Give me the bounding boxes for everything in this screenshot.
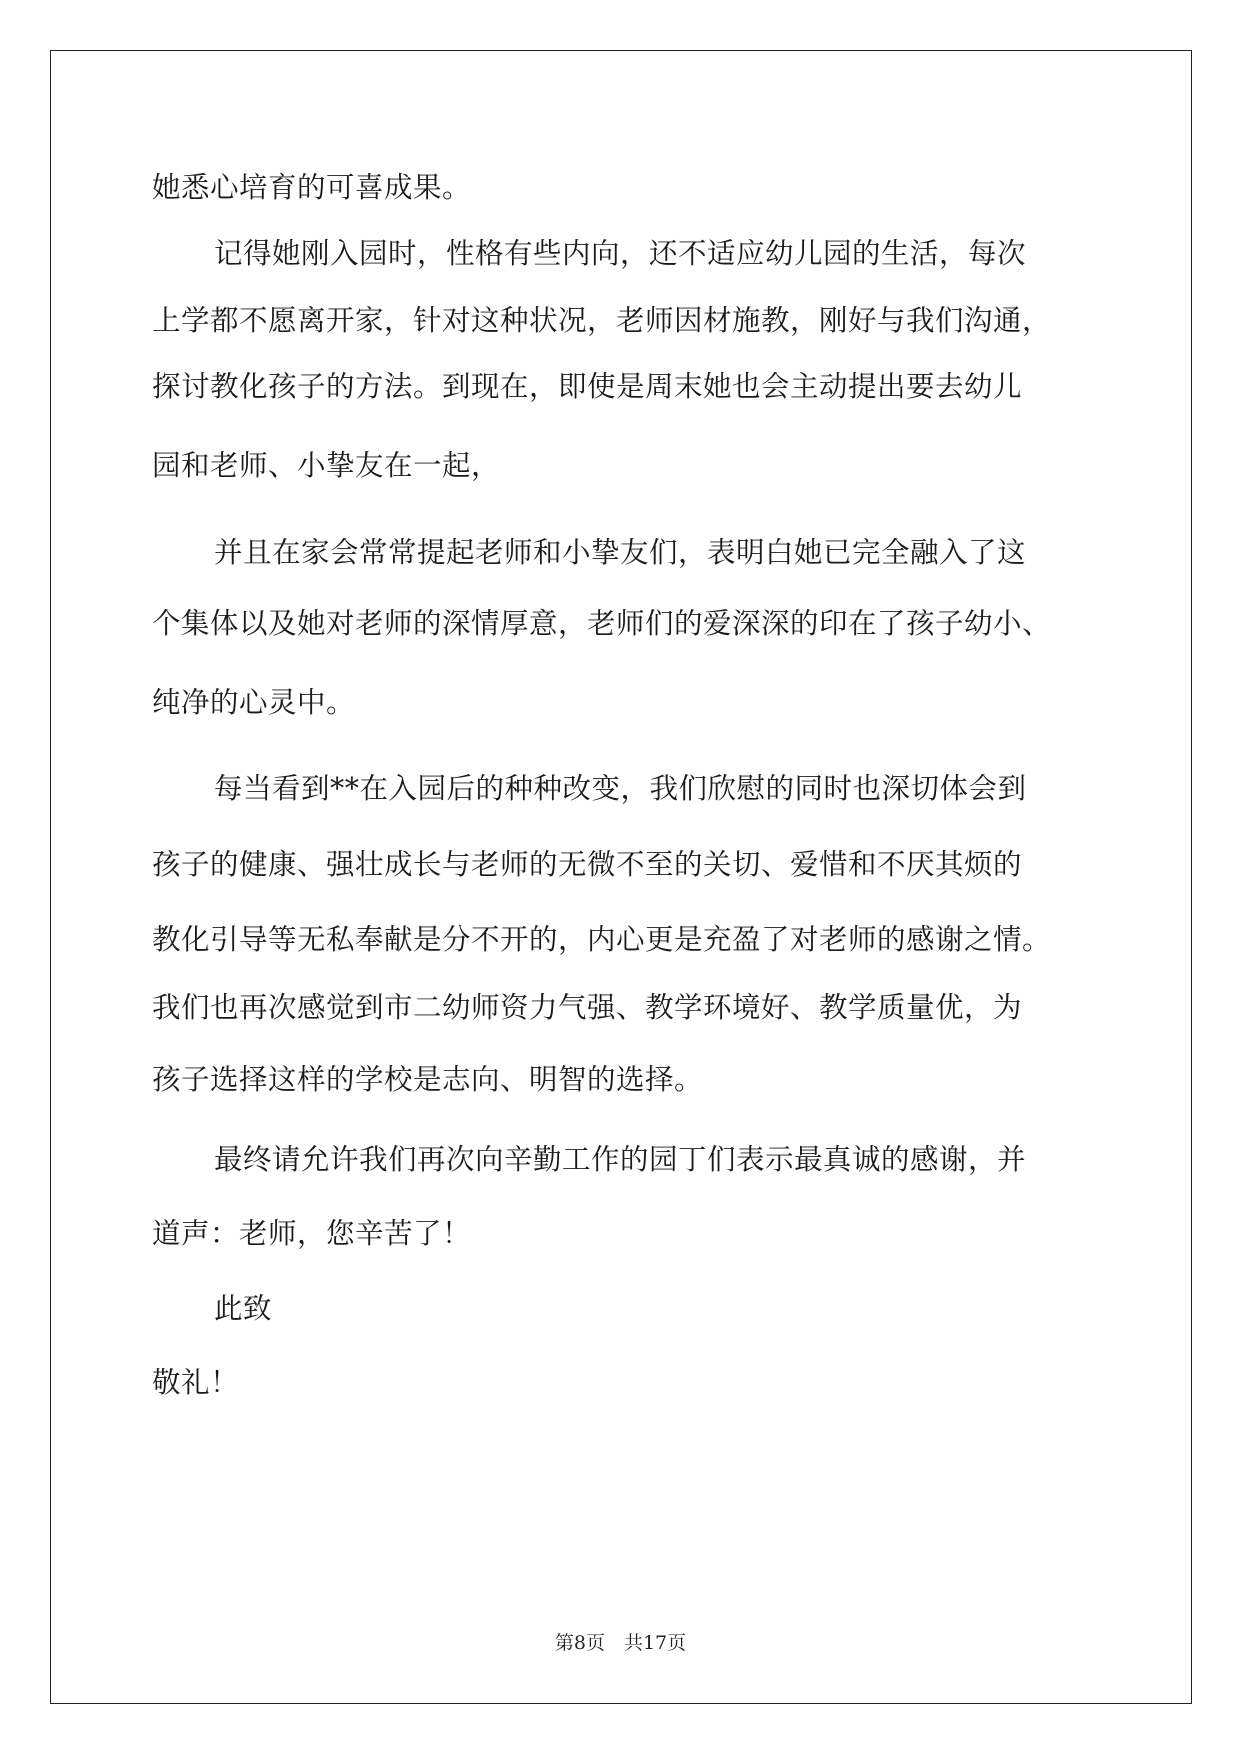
text-line-6: 并且在家会常常提起老师和小挚友们，表明白她已完全融入了这 xyxy=(214,536,1027,569)
text-line-9: 每当看到**在入园后的种种改变，我们欣慰的同时也深切体会到 xyxy=(214,772,1027,805)
closing-regards: 敬礼！ xyxy=(152,1366,240,1399)
text-line-7: 个集体以及她对老师的深情厚意，老师们的爱深深的印在了孩子幼小、 xyxy=(152,607,1052,640)
text-line-11: 教化引导等无私奉献是分不开的，内心更是充盈了对老师的感谢之情。 xyxy=(152,923,1052,956)
text-line-12: 我们也再次感觉到市二幼师资力气强、教学环境好、教学质量优，为 xyxy=(152,991,1023,1024)
text-line-14: 最终请允许我们再次向辛勤工作的园丁们表示最真诚的感谢，并 xyxy=(214,1143,1027,1176)
text-line-5: 园和老师、小挚友在一起， xyxy=(152,449,501,482)
text-line-10: 孩子的健康、强壮成长与老师的无微不至的关切、爱惜和不厌其烦的 xyxy=(152,848,1023,881)
text-line-3: 上学都不愿离开家，针对这种状况，老师因材施教，刚好与我们沟通， xyxy=(152,304,1052,337)
page-number-footer: 第8页 共17页 xyxy=(554,1632,687,1654)
text-line-15: 道声：老师，您辛苦了！ xyxy=(152,1217,472,1250)
text-line-8: 纯净的心灵中。 xyxy=(152,686,356,719)
closing-salutation: 此致 xyxy=(214,1292,273,1325)
text-line-2: 记得她刚入园时，性格有些内向，还不适应幼儿园的生活，每次 xyxy=(214,237,1027,270)
text-line-13: 孩子选择这样的学校是志向、明智的选择。 xyxy=(152,1063,704,1096)
text-line-4: 探讨教化孩子的方法。到现在，即使是周末她也会主动提出要去幼儿 xyxy=(152,370,1023,403)
text-line-1: 她悉心培育的可喜成果。 xyxy=(152,171,472,204)
